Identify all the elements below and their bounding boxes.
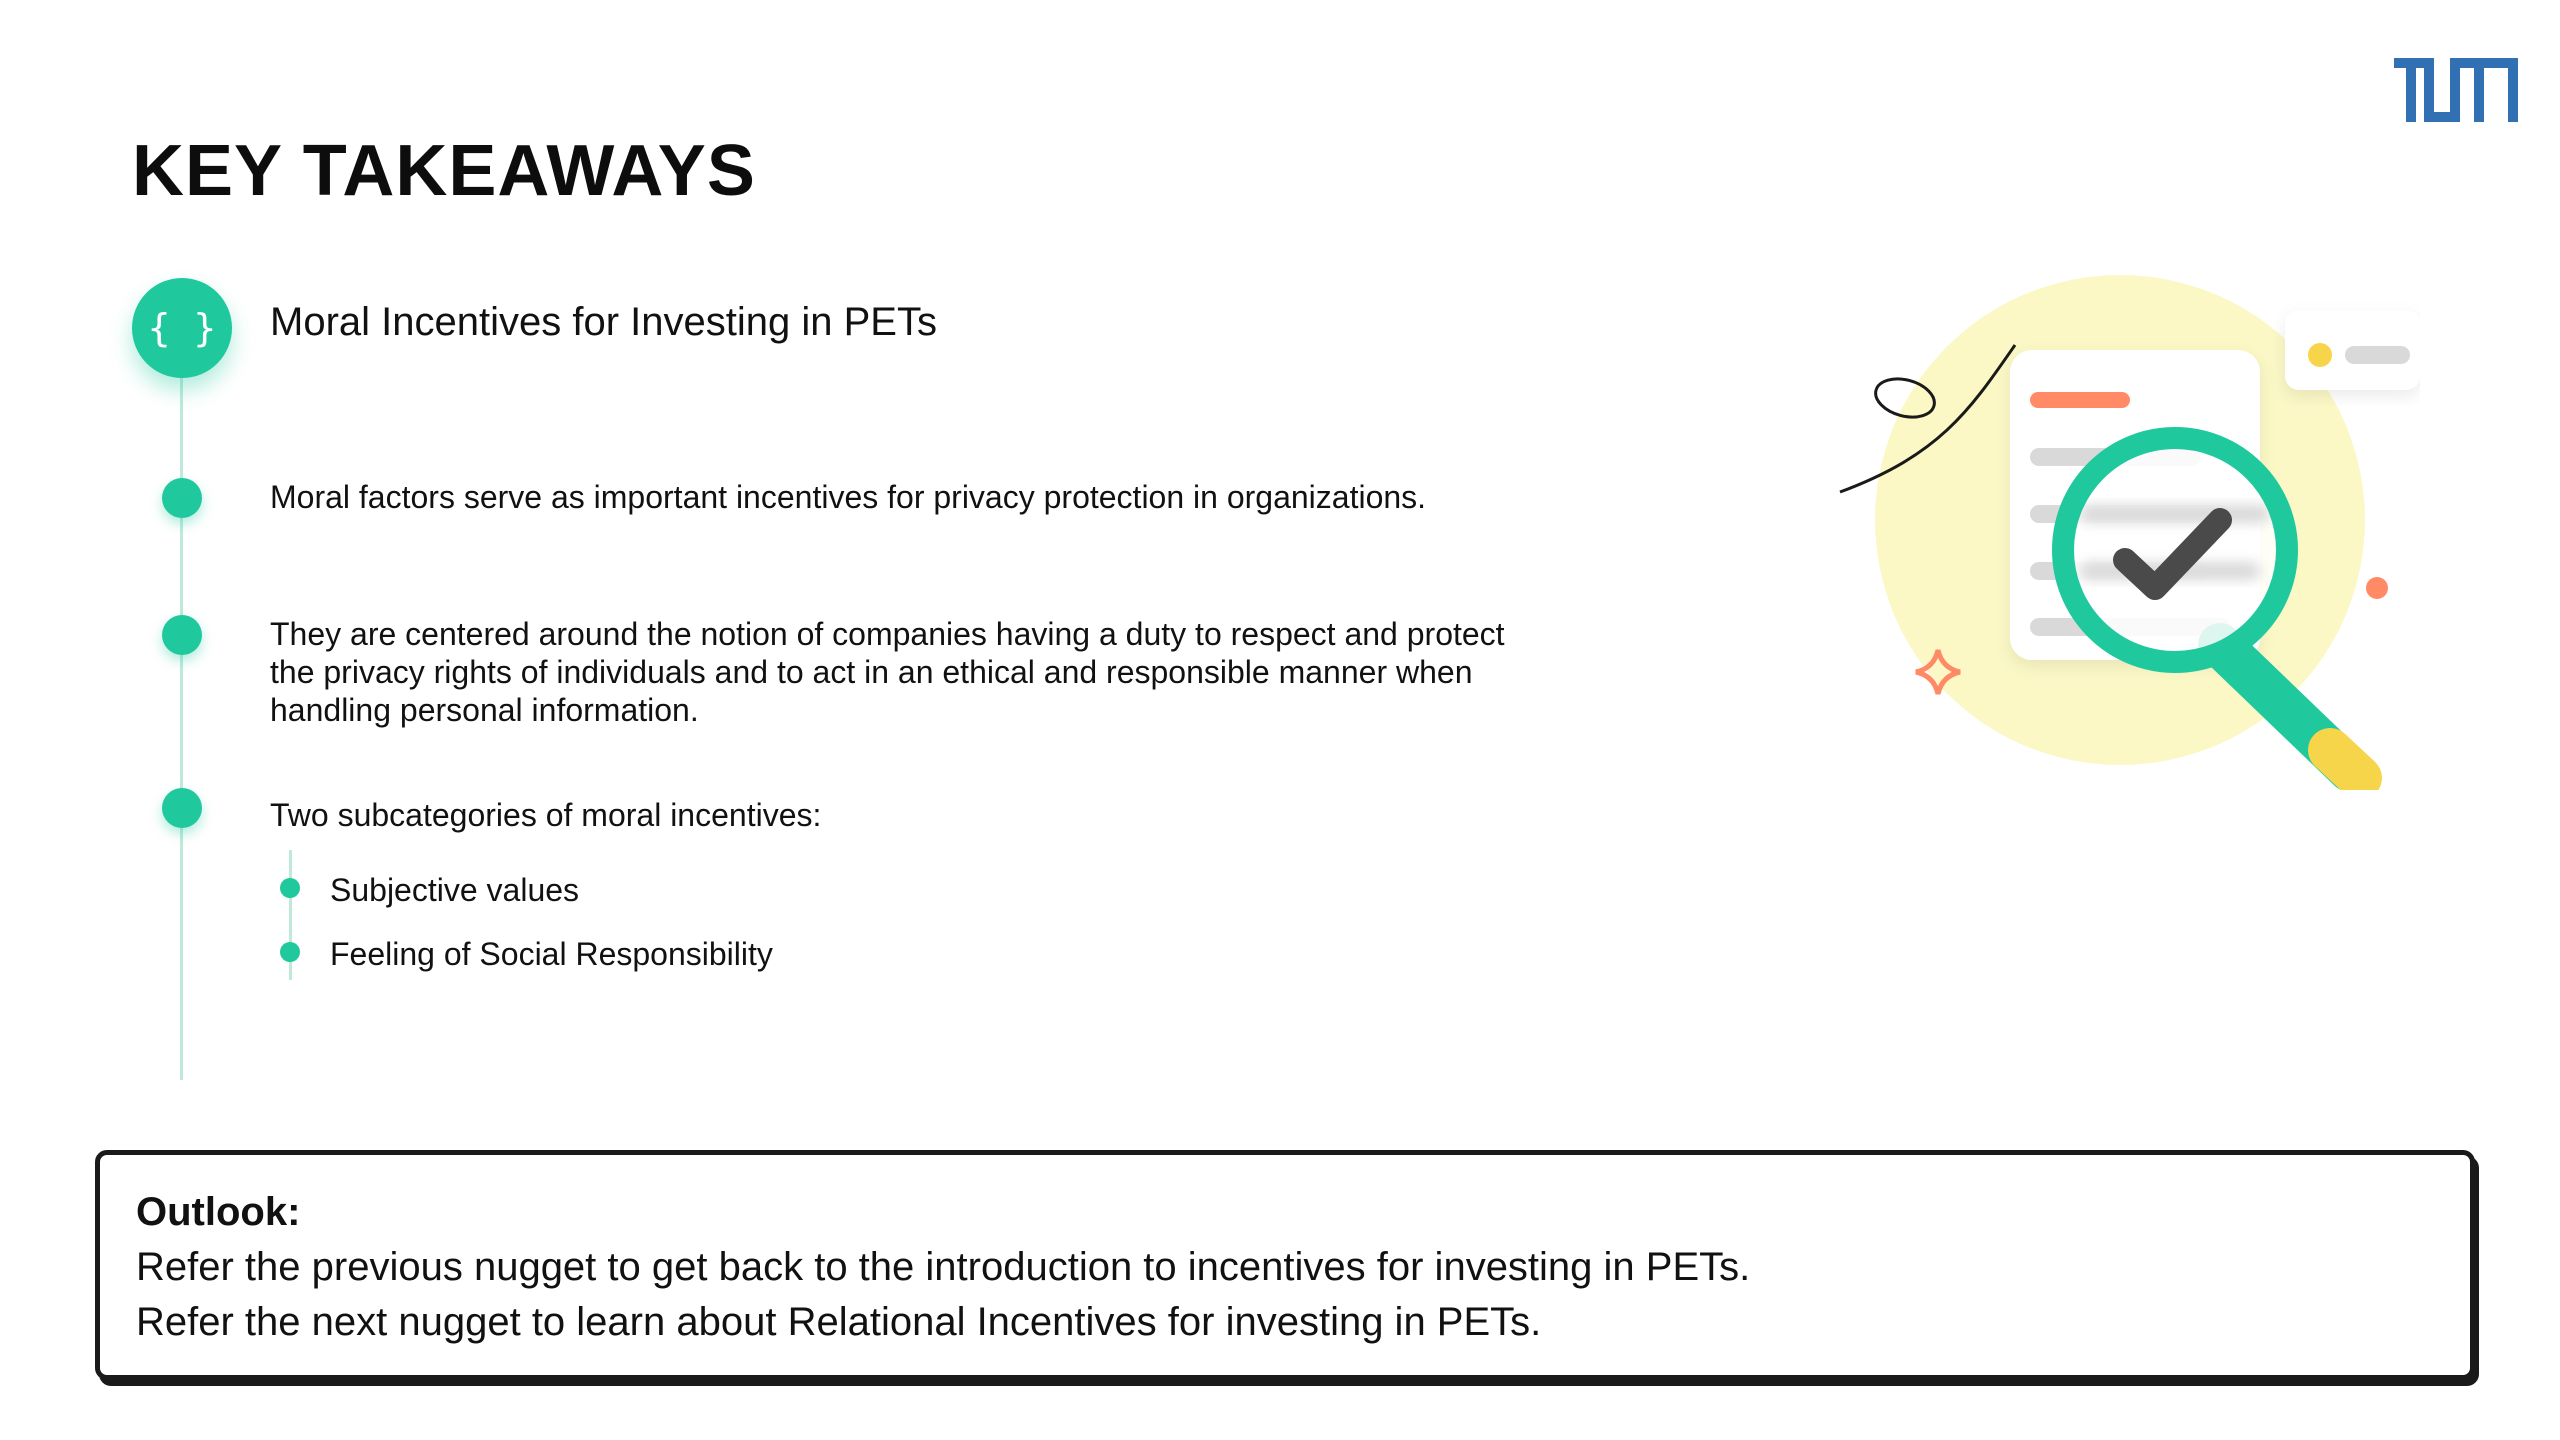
outlook-line: Refer the next nugget to learn about Relational Incentives for investing in PETs. (136, 1300, 1542, 1344)
curly-braces-icon: { } (132, 278, 232, 378)
timeline-dot (162, 478, 202, 518)
page-title: KEY TAKEAWAYS (132, 131, 756, 211)
timeline-dot (162, 788, 202, 828)
point-text: Two subcategories of moral incentives: (270, 797, 822, 833)
point-text: Moral factors serve as important incentives for privacy protection in organizations. (270, 479, 1427, 515)
point-text: They are centered around the notion of companies having a duty to respect and protect the privacy rights of individuals and to act in an ethical and responsible manner when handling personal information. (270, 616, 1505, 728)
tum-logo (2394, 58, 2518, 122)
outlook-title: Outlook: (136, 1190, 301, 1234)
magnifier-check-illustration (1800, 270, 2420, 790)
timeline-line (180, 330, 183, 1080)
outlook-box (95, 1150, 2475, 1380)
subpoint-text: Subjective values (330, 872, 580, 908)
outlook-line: Refer the previous nugget to get back to the introduction to incentives for investing in PETs. (136, 1245, 1751, 1289)
timeline-dot (162, 615, 202, 655)
sub-bullet-dot (280, 878, 300, 898)
sub-bullet-dot (280, 942, 300, 962)
subpoint-text: Feeling of Social Responsibility (330, 936, 773, 972)
section-title: Moral Incentives for Investing in PETs (270, 300, 937, 344)
